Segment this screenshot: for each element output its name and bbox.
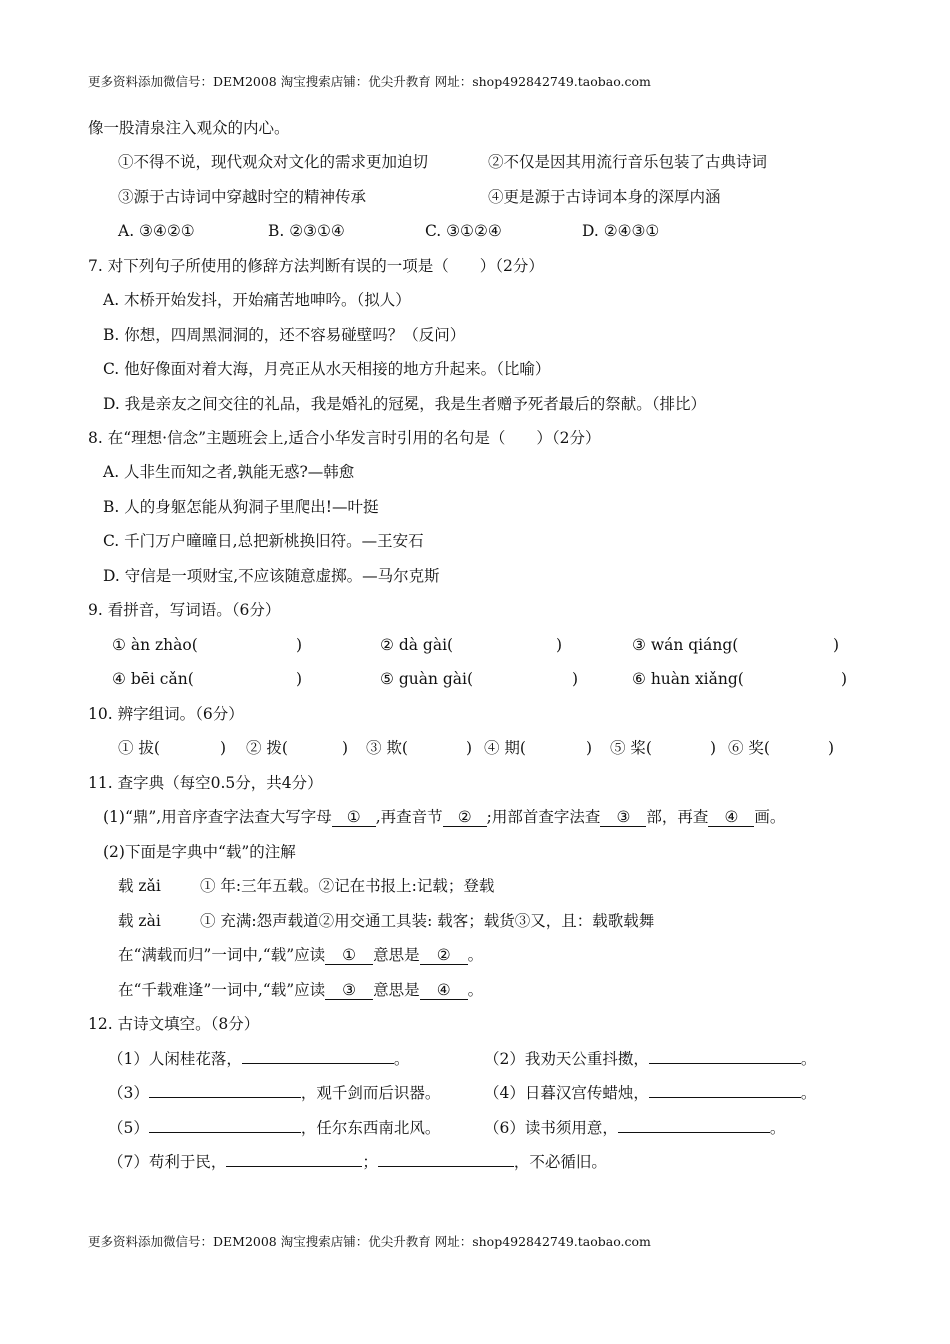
q12-line-5: （5） ，任尔东西南北风。: [108, 1119, 441, 1137]
q9-item-4: ④ bēi cǎn(: [112, 670, 194, 688]
q11-blank-4: ④: [708, 808, 754, 827]
q6-sentence-3: ③源于古诗词中穿越时空的精神传承: [118, 188, 367, 206]
q11-stem: 11. 查字典（每空0.5分，共4分）: [88, 774, 323, 792]
q8-option-c: C. 千门万户曈曈日,总把新桃换旧符。—王安石: [103, 532, 424, 550]
q9-item-1: ① àn zhào(: [112, 636, 198, 654]
q7-stem: 7. 对下列句子所使用的修辞方法判断有误的一项是（ ）（2分）: [88, 257, 544, 275]
q11-dict-def-1: ① 年:三年五载。②记在书报上:记载；登载: [200, 877, 495, 895]
q10-item-3: ③ 欺(: [366, 739, 408, 757]
q10-item-2: ② 拨(: [246, 739, 288, 757]
q11-blank-3: ③: [600, 808, 646, 827]
q7-option-b: B. 你想，四周黑洞洞的，还不容易碰壁吗？（反问）: [103, 326, 466, 344]
q12-stem: 12. 古诗文填空。（8分）: [88, 1015, 260, 1033]
q11-blank-s2-1: ③: [325, 981, 373, 1000]
q10-close-4: ): [586, 739, 593, 757]
q12-blank-2: [649, 1063, 801, 1064]
q10-item-6: ⑥ 奖(: [728, 739, 770, 757]
page-header: 更多资料添加微信号：DEM2008 淘宝搜索店铺：优尖升教育 网址：shop492842749.taobao.com: [88, 74, 651, 89]
q10-item-1: ① 拔(: [118, 739, 160, 757]
q11-part1-text-e: 画。: [754, 808, 786, 826]
q10-stem: 10. 辨字组词。（6分）: [88, 705, 244, 723]
q12-blank-3: [149, 1097, 301, 1098]
q11-blank-s1-1: ①: [325, 946, 373, 965]
q9-close-6: ): [841, 670, 848, 688]
q11-dict-def-2: ① 充满:怨声载道②用交通工具装: 载客；载货③又，且：载歌载舞: [200, 912, 655, 930]
q9-item-6: ⑥ huàn xiǎng(: [632, 670, 744, 688]
q9-close-1: ): [296, 636, 303, 654]
q8-option-b: B. 人的身躯怎能从狗洞子里爬出!—叶挺: [103, 498, 379, 516]
q11-blank-2: ②: [443, 808, 487, 827]
q9-item-5: ⑤ guàn gài(: [380, 670, 474, 688]
q10-close-6: ): [828, 739, 835, 757]
q11-blank-s2-2: ④: [420, 981, 468, 1000]
q7-option-a: A. 木桥开始发抖，开始痛苦地呻吟。（拟人）: [103, 291, 411, 309]
q8-option-a: A. 人非生而知之者,孰能无惑?—韩愈: [103, 463, 355, 481]
q12-line-3: （3） ，观千剑而后识器。: [108, 1084, 441, 1102]
q6-continuation: 像一股清泉注入观众的内心。: [88, 119, 290, 137]
q11-blank-s1-2: ②: [420, 946, 468, 965]
q12-blank-4: [649, 1097, 801, 1098]
q12-blank-1: [242, 1063, 394, 1064]
q11-part1: [103, 806, 785, 828]
q6-option-d: D. ②④③①: [582, 222, 660, 240]
q7-option-d: D. 我是亲友之间交往的礼品，我是婚礼的冠冕，我是生者赠予死者最后的祭献。（排比）: [103, 395, 706, 413]
q11-sentence-1: 在“满载而归”一词中,“载”应读 ① 意思是 ② 。: [118, 946, 484, 964]
q11-sentence-2: 在“千载难逢”一词中,“载”应读 ③ 意思是 ④ 。: [118, 981, 484, 999]
q8-stem: 8. 在“理想·信念”主题班会上,适合小华发言时引用的名句是（ ）（2分）: [88, 429, 601, 447]
q10-close-1: ): [220, 739, 227, 757]
q12-line-6: （6）读书须用意， 。: [484, 1119, 786, 1137]
q11-part2: (2)下面是字典中“载”的注解: [103, 843, 296, 861]
q9-close-2: ): [556, 636, 563, 654]
q11-blank-1: ①: [332, 808, 376, 827]
q10-close-5: ): [710, 739, 717, 757]
q8-option-d: D. 守信是一项财宝,不应该随意虚掷。—马尔克斯: [103, 567, 440, 585]
q11-part1-text-a: (1)“鼎”,用音序查字法查大写字母: [103, 808, 332, 826]
q11-part1-text-c: ;用部首查字法查: [486, 808, 601, 826]
q9-close-3: ): [833, 636, 840, 654]
q11-part1-text-d: 部，再查: [646, 808, 709, 826]
q6-sentence-1: ①不得不说，现代观众对文化的需求更加迫切: [118, 153, 429, 171]
q9-close-4: ): [296, 670, 303, 688]
q6-option-a: A. ③④②①: [118, 222, 195, 240]
q12-blank-6: [618, 1132, 770, 1133]
q10-close-2: ): [342, 739, 349, 757]
q12-blank-5: [149, 1132, 301, 1133]
q11-dict-word-1: 载 zǎi: [118, 877, 161, 895]
q10-item-4: ④ 期(: [484, 739, 526, 757]
q6-option-c: C. ③①②④: [425, 222, 502, 240]
q11-dict-word-2: 载 zài: [118, 912, 161, 930]
q6-sentence-4: ④更是源于古诗词本身的深厚内涵: [488, 188, 721, 206]
q12-line-2: （2）我劝天公重抖擞， 。: [484, 1050, 817, 1068]
q7-option-c: C. 他好像面对着大海，月亮正从水天相接的地方升起来。（比喻）: [103, 360, 551, 378]
q12-line-7: （7）苟利于民， ； ，不必循旧。: [108, 1153, 607, 1171]
page-footer: 更多资料添加微信号：DEM2008 淘宝搜索店铺：优尖升教育 网址：shop492842749.taobao.com: [88, 1234, 651, 1249]
q9-stem: 9. 看拼音，写词语。（6分）: [88, 601, 281, 619]
q6-option-b: B. ②③①④: [268, 222, 345, 240]
q10-close-3: ): [466, 739, 473, 757]
q9-item-2: ② dà gài(: [380, 636, 454, 654]
q12-blank-7: [226, 1166, 362, 1167]
q10-item-5: ⑤ 桨(: [610, 739, 652, 757]
q12-line-4: （4）日暮汉宫传蜡烛， 。: [484, 1084, 817, 1102]
q9-close-5: ): [572, 670, 579, 688]
q9-item-3: ③ wán qiáng(: [632, 636, 739, 654]
q11-part1-text-b: ,再查音节: [375, 808, 443, 826]
q12-blank-8: [378, 1166, 514, 1167]
q12-line-1: （1）人闲桂花落， 。: [108, 1050, 410, 1068]
q6-sentence-2: ②不仅是因其用流行音乐包装了古典诗词: [488, 153, 768, 171]
